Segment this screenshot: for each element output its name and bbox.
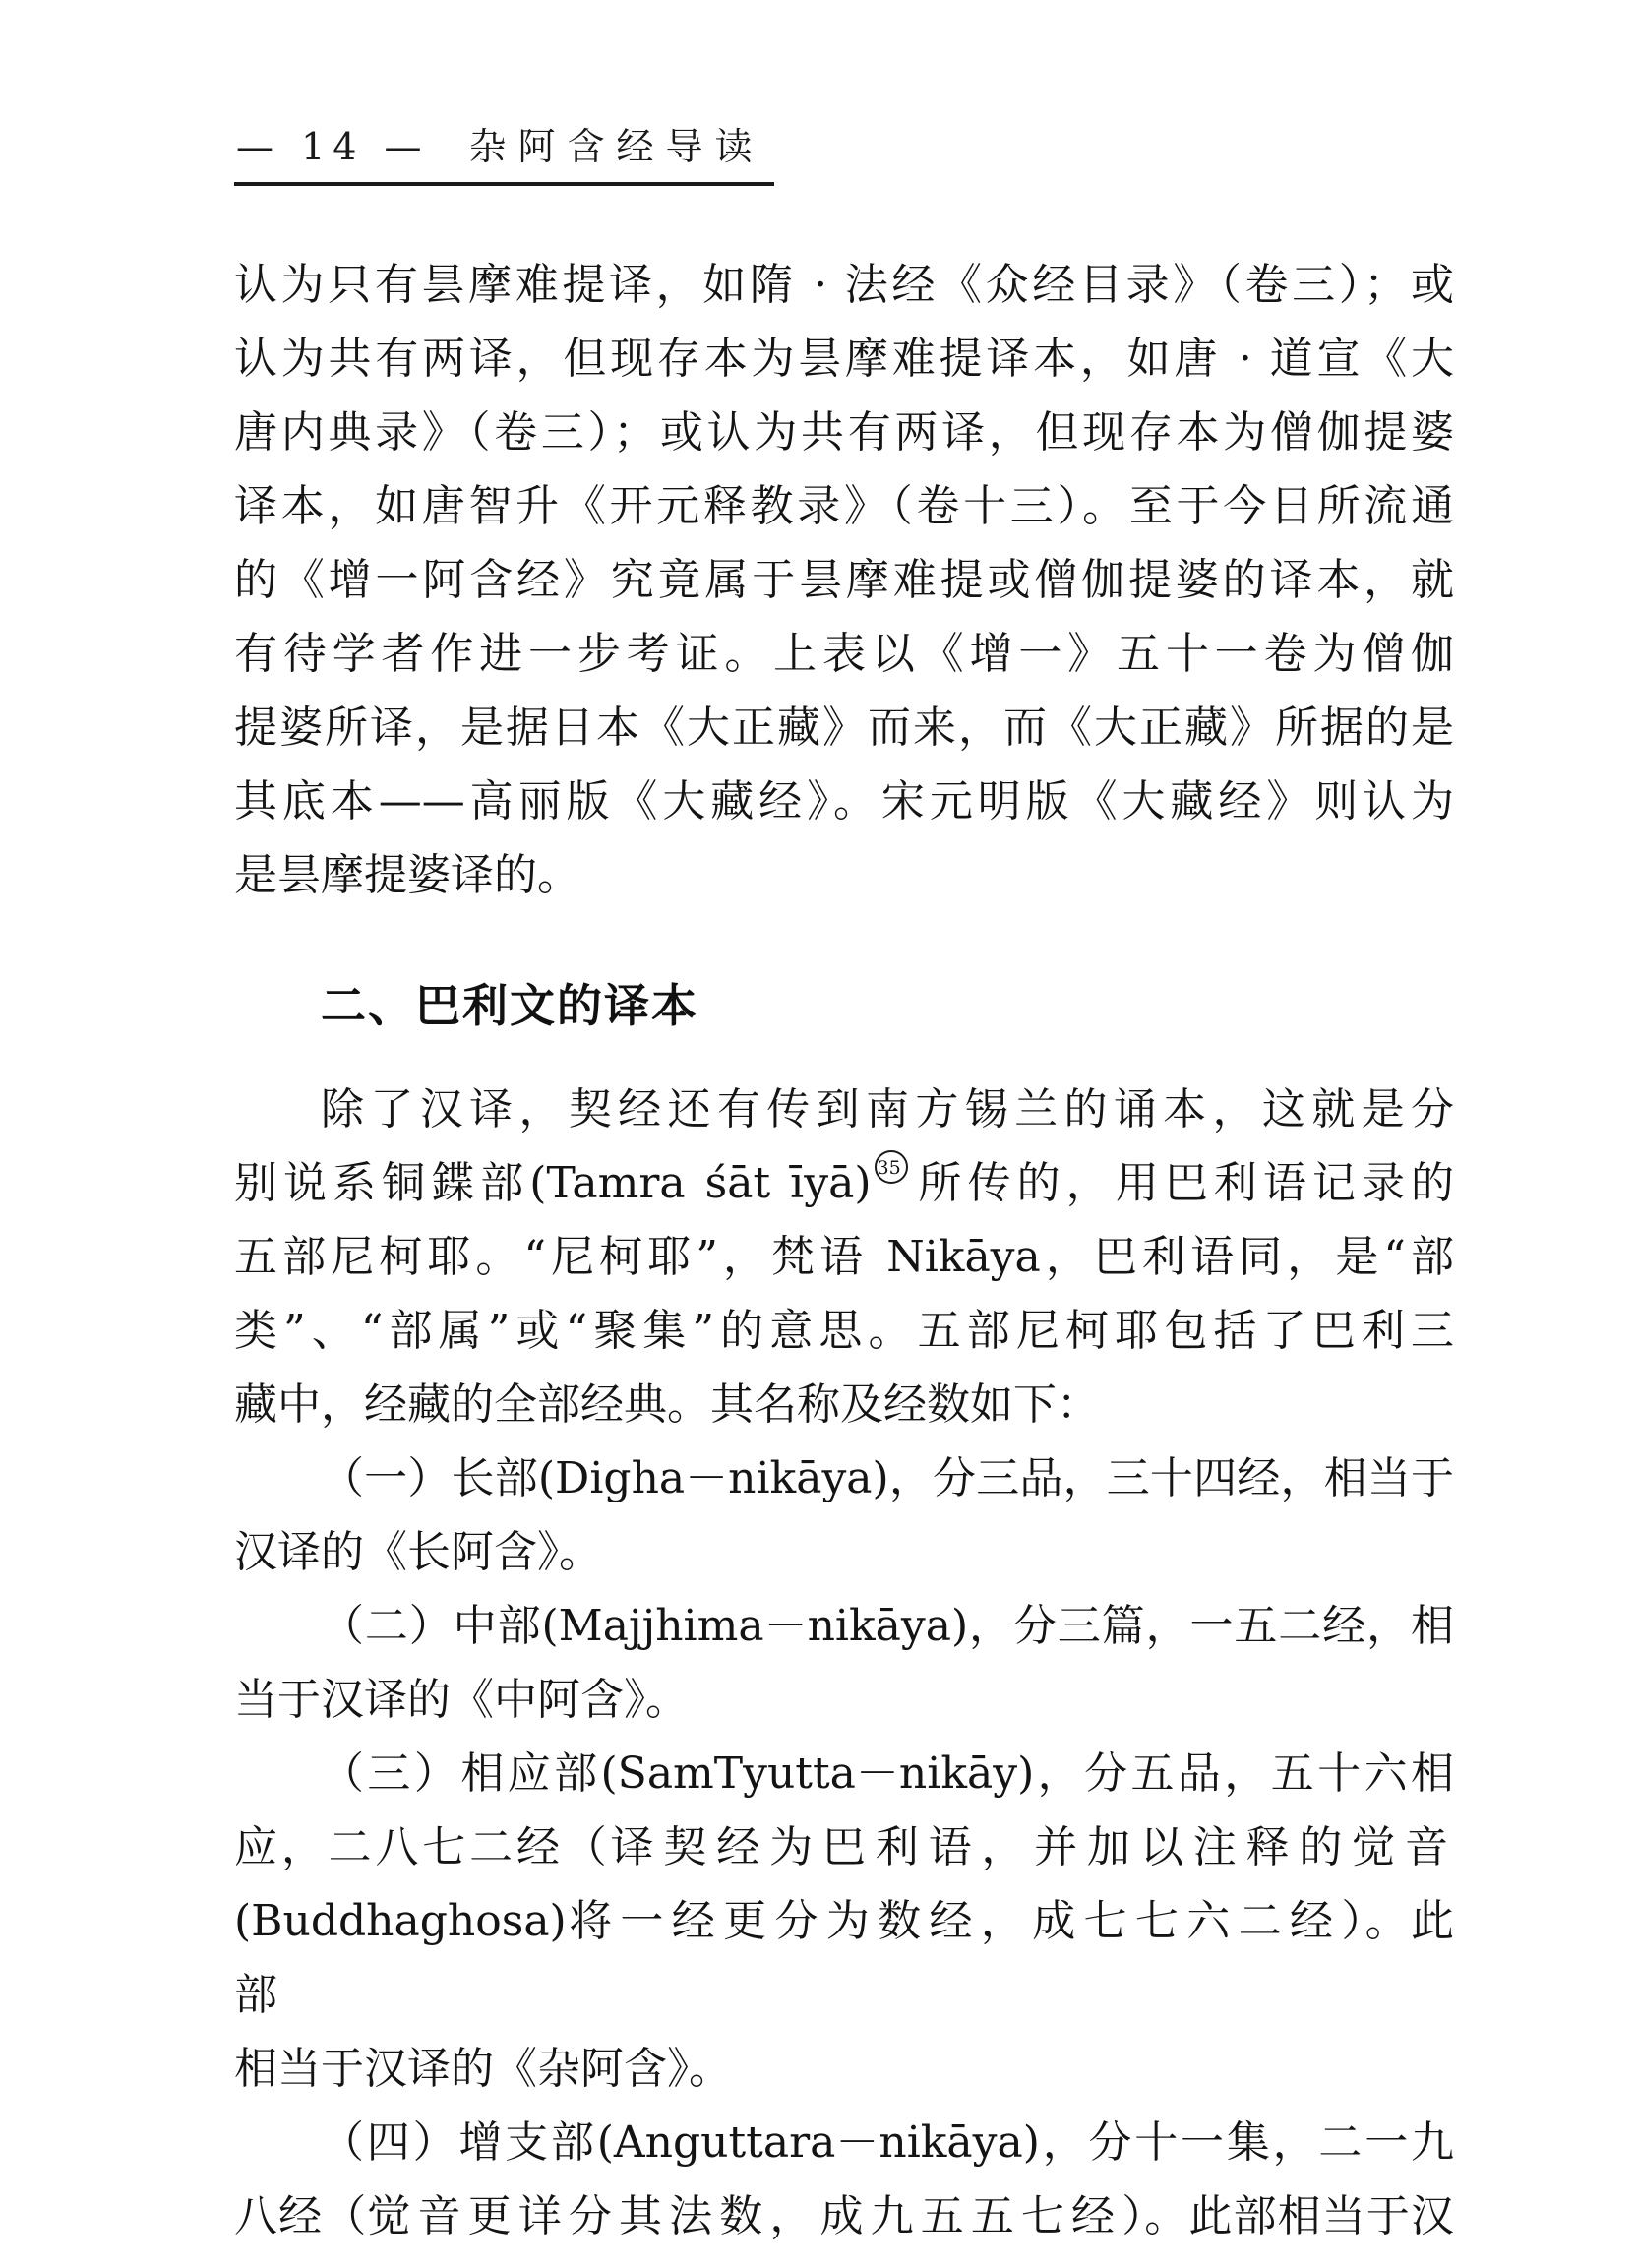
- text-run: 是昙摩提婆译的。: [234, 850, 580, 900]
- text-run: （一）长部(Digha－nikāya)，分三品，三十四经，相当于: [321, 1453, 1454, 1503]
- text-line: [234, 1737, 1454, 1810]
- section-heading: 二、巴利文的译本: [321, 979, 698, 1032]
- text-line: [234, 322, 1454, 396]
- text-line: [234, 1220, 1454, 1294]
- book-title: 杂阿含经导读: [468, 125, 764, 168]
- text-line: [234, 1441, 1454, 1515]
- text-line: [234, 765, 1454, 838]
- text-run: 类”、“部属”或“聚集”的意思。五部尼柯耶包括了巴利三: [234, 1306, 1454, 1356]
- text-run: (Buddhaghosa): [234, 1896, 567, 1946]
- text-line: [234, 1294, 1454, 1368]
- text-line: [234, 1515, 1454, 1589]
- text-run: 应，二八七二经（: [234, 1822, 611, 1872]
- text-line: [234, 1073, 1454, 1146]
- text-run: 当于汉译的《中阿含》。: [234, 1675, 689, 1725]
- text-line: [234, 1810, 1454, 1884]
- text-run: 所传的，用巴利语记录的: [912, 1158, 1454, 1208]
- text-run: （二）中部(Majjhima－nikāya)，分三篇，一五二经，相: [321, 1601, 1454, 1651]
- text-run: 唐内典录》（卷三）；或认为共有两译，但现存本为僧伽提婆: [234, 407, 1454, 458]
- text-run: 别说系铜鍱部(Tamra śāt īyā): [234, 1158, 872, 1208]
- text-line: [234, 1589, 1454, 1663]
- text-run: 藏中，经藏的全部经典。其名称及经数如下：: [234, 1379, 1100, 1430]
- text-run: 除了汉译，契经还有传到南方锡兰的诵本，这就是分: [321, 1084, 1454, 1134]
- text-run: 觉音更详分其法数，成九五五七经: [367, 2191, 1122, 2241]
- text-line: [234, 543, 1454, 617]
- page-header: [234, 116, 774, 186]
- text-run: 译契经为巴利语，并加以注释的觉音: [610, 1822, 1454, 1872]
- text-line: [234, 838, 1454, 912]
- text-line: [234, 2032, 1454, 2106]
- text-run: 汉译的《长阿含》。: [234, 1527, 602, 1577]
- text-run: 认为只有昙摩难提译，如隋 · 法经《众经目录》（卷三）；或: [234, 260, 1454, 310]
- text-run: 的《增一阿含经》究竟属于昙摩难提或僧伽提婆的译本，就: [234, 555, 1454, 605]
- text-run: 将一经更分为数经，成七七六二经: [566, 1896, 1342, 1946]
- text-line: [234, 691, 1454, 765]
- text-run: ）。此部相当于汉: [1122, 2191, 1455, 2241]
- running-head: [234, 116, 774, 186]
- text-line: [234, 1884, 1454, 2032]
- footnote-ref: 35: [875, 1150, 908, 1184]
- text-line: [234, 1368, 1454, 1441]
- text-run: 认为共有两译，但现存本为昙摩难提译本，如唐 · 道宣《大: [234, 334, 1454, 384]
- text-line: [234, 396, 1454, 469]
- text-line: [234, 2179, 1454, 2253]
- text-run: 八经（: [234, 2191, 368, 2241]
- text-line: [234, 617, 1454, 691]
- text-run: 提婆所译，是据日本《大正藏》而来，而《大正藏》所据的是: [234, 703, 1454, 753]
- text-run: ）。此部: [234, 1896, 1455, 2020]
- text-run: 有待学者作进一步考证。上表以《增一》五十一卷为僧伽: [234, 629, 1454, 679]
- text-line: [234, 469, 1454, 543]
- text-run: 其底本——高丽版《大藏经》。宋元明版《大藏经》则认为: [234, 776, 1454, 827]
- text-run: （三）相应部(SamTyutta－nikāy)，分五品，五十六相: [321, 1748, 1454, 1799]
- page-number: — 14 —: [236, 125, 430, 168]
- text-line: [234, 248, 1454, 322]
- page-body: [234, 248, 1454, 2253]
- text-line: [234, 1146, 1454, 1220]
- text-run: 译本，如唐智升《开元释教录》（卷十三）。至于今日所流通: [234, 481, 1454, 531]
- text-run: 五部尼柯耶。“尼柯耶”，梵语 Nikāya，巴利语同，是“部: [234, 1232, 1454, 1282]
- text-run: 相当于汉译的《杂阿含》。: [234, 2044, 732, 2094]
- text-run: （四）增支部(Anguttara－nikāya)，分十一集，二一九: [321, 2117, 1454, 2168]
- text-line: [234, 1663, 1454, 1737]
- text-line: [234, 2106, 1454, 2179]
